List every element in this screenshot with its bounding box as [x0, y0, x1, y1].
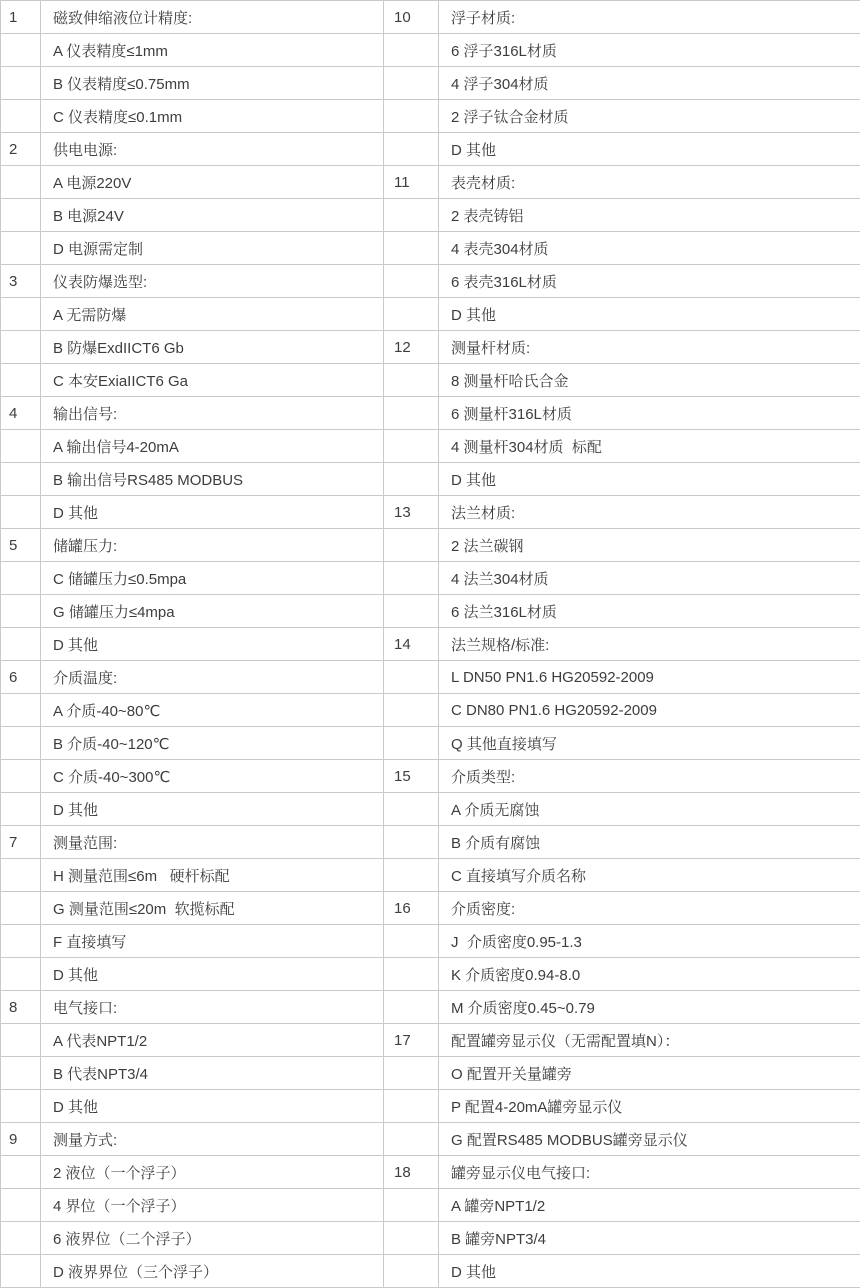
table-row	[1, 1, 860, 34]
left-item-text: B 输出信号RS485 MODBUS	[41, 463, 384, 496]
left-item-number	[1, 34, 41, 67]
left-item-number	[1, 364, 41, 397]
left-item-number	[1, 166, 41, 199]
right-item-number	[384, 364, 439, 397]
left-item-text: A 无需防爆	[41, 298, 384, 331]
table-row	[1, 892, 860, 925]
right-item-number	[384, 1090, 439, 1123]
right-item-number	[384, 100, 439, 133]
left-item-number	[1, 298, 41, 331]
right-item-text: M 介质密度0.45~0.79	[439, 991, 860, 1024]
left-item-text: 6 液界位（二个浮子）	[41, 1222, 384, 1255]
right-item-text: 4 浮子304材质	[439, 67, 860, 100]
table-row	[1, 1123, 860, 1156]
right-item-text: 介质密度:	[439, 892, 860, 925]
right-item-text: 6 表壳316L材质	[439, 265, 860, 298]
left-item-number	[1, 694, 41, 727]
right-item-text: 表壳材质:	[439, 166, 860, 199]
table-row	[1, 1024, 860, 1057]
left-item-number	[1, 562, 41, 595]
left-item-text: B 代表NPT3/4	[41, 1057, 384, 1090]
right-item-number	[384, 1057, 439, 1090]
left-item-text: A 介质-40~80℃	[41, 694, 384, 727]
table-row	[1, 661, 860, 694]
left-item-number	[1, 727, 41, 760]
left-item-text: B 防爆ExdIICT6 Gb	[41, 331, 384, 364]
table-row	[1, 199, 860, 232]
table-row	[1, 562, 860, 595]
left-item-number	[1, 925, 41, 958]
right-item-text: B 介质有腐蚀	[439, 826, 860, 859]
right-item-number	[384, 1255, 439, 1288]
right-item-text: 6 法兰316L材质	[439, 595, 860, 628]
table-row	[1, 298, 860, 331]
table-row	[1, 1222, 860, 1255]
right-item-text: A 罐旁NPT1/2	[439, 1189, 860, 1222]
right-item-number: 11	[384, 166, 439, 199]
table-row	[1, 694, 860, 727]
left-item-number	[1, 760, 41, 793]
table-row	[1, 1090, 860, 1123]
table-row	[1, 760, 860, 793]
right-item-text: L DN50 PN1.6 HG20592-2009	[439, 661, 860, 694]
left-item-text: A 仪表精度≤1mm	[41, 34, 384, 67]
right-item-text: D 其他	[439, 133, 860, 166]
left-item-text: 2 液位（一个浮子）	[41, 1156, 384, 1189]
right-item-text: 法兰材质:	[439, 496, 860, 529]
left-item-text: 输出信号:	[41, 397, 384, 430]
right-item-number	[384, 232, 439, 265]
right-item-text: P 配置4-20mA罐旁显示仪	[439, 1090, 860, 1123]
right-item-number	[384, 958, 439, 991]
right-item-number	[384, 826, 439, 859]
right-item-number: 16	[384, 892, 439, 925]
left-item-text: 电气接口:	[41, 991, 384, 1024]
table-row	[1, 133, 860, 166]
left-item-text: 4 界位（一个浮子）	[41, 1189, 384, 1222]
left-item-number	[1, 430, 41, 463]
right-item-text: 8 测量杆哈氏合金	[439, 364, 860, 397]
left-item-text: 供电电源:	[41, 133, 384, 166]
table-row	[1, 529, 860, 562]
left-item-text: G 储罐压力≤4mpa	[41, 595, 384, 628]
left-item-number: 3	[1, 265, 41, 298]
left-item-number	[1, 331, 41, 364]
right-item-number	[384, 595, 439, 628]
right-item-text: 测量杆材质:	[439, 331, 860, 364]
left-item-text: C 储罐压力≤0.5mpa	[41, 562, 384, 595]
table-row	[1, 1255, 860, 1288]
right-item-text: 4 表壳304材质	[439, 232, 860, 265]
left-item-number: 9	[1, 1123, 41, 1156]
right-item-number	[384, 1189, 439, 1222]
right-item-number	[384, 694, 439, 727]
table-row	[1, 166, 860, 199]
table-row	[1, 265, 860, 298]
table-row	[1, 793, 860, 826]
right-item-text: D 其他	[439, 1255, 860, 1288]
left-item-number	[1, 958, 41, 991]
left-item-text: C 本安ExiaIICT6 Ga	[41, 364, 384, 397]
left-item-number: 5	[1, 529, 41, 562]
table-row	[1, 67, 860, 100]
right-item-text: A 介质无腐蚀	[439, 793, 860, 826]
right-item-number	[384, 859, 439, 892]
left-item-number: 1	[1, 1, 41, 34]
left-item-text: 介质温度:	[41, 661, 384, 694]
right-item-text: 2 浮子钛合金材质	[439, 100, 860, 133]
right-item-text: C DN80 PN1.6 HG20592-2009	[439, 694, 860, 727]
left-item-text: B 仪表精度≤0.75mm	[41, 67, 384, 100]
right-item-number	[384, 298, 439, 331]
left-item-text: 磁致伸缩液位计精度:	[41, 1, 384, 34]
left-item-text: H 测量范围≤6m 硬杆标配	[41, 859, 384, 892]
left-item-text: F 直接填写	[41, 925, 384, 958]
left-item-text: 测量范围:	[41, 826, 384, 859]
left-item-number	[1, 1090, 41, 1123]
right-item-text: 介质类型:	[439, 760, 860, 793]
left-item-number	[1, 793, 41, 826]
right-item-number: 17	[384, 1024, 439, 1057]
right-item-text: 4 测量杆304材质 标配	[439, 430, 860, 463]
right-item-text: Q 其他直接填写	[439, 727, 860, 760]
right-item-text: D 其他	[439, 298, 860, 331]
right-item-text: G 配置RS485 MODBUS罐旁显示仪	[439, 1123, 860, 1156]
left-item-number	[1, 463, 41, 496]
right-item-number	[384, 925, 439, 958]
left-item-text: B 电源24V	[41, 199, 384, 232]
left-item-number	[1, 1189, 41, 1222]
table-row	[1, 463, 860, 496]
right-item-text: 2 法兰碳钢	[439, 529, 860, 562]
left-item-text: C 仪表精度≤0.1mm	[41, 100, 384, 133]
table-row	[1, 100, 860, 133]
right-item-number	[384, 1123, 439, 1156]
left-item-text: G 测量范围≤20m 软揽标配	[41, 892, 384, 925]
right-item-number	[384, 529, 439, 562]
right-item-text: 6 浮子316L材质	[439, 34, 860, 67]
left-item-number	[1, 67, 41, 100]
right-item-text: 法兰规格/标准:	[439, 628, 860, 661]
left-item-text: A 电源220V	[41, 166, 384, 199]
right-item-number: 10	[384, 1, 439, 34]
right-item-number: 18	[384, 1156, 439, 1189]
left-item-number	[1, 496, 41, 529]
selection-table-body	[1, 1, 860, 1288]
left-item-number	[1, 1024, 41, 1057]
left-item-text: B 介质-40~120℃	[41, 727, 384, 760]
right-item-number: 13	[384, 496, 439, 529]
right-item-number: 12	[384, 331, 439, 364]
left-item-number	[1, 100, 41, 133]
left-item-text: A 输出信号4-20mA	[41, 430, 384, 463]
left-item-number	[1, 892, 41, 925]
right-item-number	[384, 793, 439, 826]
left-item-number: 6	[1, 661, 41, 694]
right-item-number	[384, 265, 439, 298]
table-row	[1, 496, 860, 529]
table-row	[1, 727, 860, 760]
left-item-text: D 其他	[41, 628, 384, 661]
right-item-text: 4 法兰304材质	[439, 562, 860, 595]
right-item-number: 14	[384, 628, 439, 661]
left-item-number: 7	[1, 826, 41, 859]
left-item-number	[1, 1156, 41, 1189]
right-item-number	[384, 562, 439, 595]
table-row	[1, 430, 860, 463]
left-item-number: 4	[1, 397, 41, 430]
left-item-text: D 其他	[41, 496, 384, 529]
right-item-number	[384, 991, 439, 1024]
table-row	[1, 1057, 860, 1090]
table-row	[1, 826, 860, 859]
table-row	[1, 232, 860, 265]
left-item-text: D 其他	[41, 1090, 384, 1123]
right-item-number	[384, 199, 439, 232]
left-item-number	[1, 232, 41, 265]
right-item-text: 浮子材质:	[439, 1, 860, 34]
right-item-text: C 直接填写介质名称	[439, 859, 860, 892]
right-item-number	[384, 463, 439, 496]
left-item-number: 8	[1, 991, 41, 1024]
left-item-text: D 其他	[41, 793, 384, 826]
table-row	[1, 331, 860, 364]
left-item-number	[1, 595, 41, 628]
right-item-number	[384, 430, 439, 463]
left-item-text: C 介质-40~300℃	[41, 760, 384, 793]
right-item-number	[384, 1222, 439, 1255]
right-item-text: J 介质密度0.95-1.3	[439, 925, 860, 958]
right-item-number	[384, 727, 439, 760]
table-row	[1, 991, 860, 1024]
right-item-text: 6 测量杆316L材质	[439, 397, 860, 430]
left-item-text: 测量方式:	[41, 1123, 384, 1156]
left-item-text: 仪表防爆选型:	[41, 265, 384, 298]
table-row	[1, 34, 860, 67]
table-row	[1, 958, 860, 991]
left-item-text: A 代表NPT1/2	[41, 1024, 384, 1057]
left-item-number	[1, 199, 41, 232]
right-item-number	[384, 133, 439, 166]
right-item-text: 2 表壳铸铝	[439, 199, 860, 232]
left-item-number	[1, 1222, 41, 1255]
right-item-text: B 罐旁NPT3/4	[439, 1222, 860, 1255]
table-row	[1, 859, 860, 892]
right-item-text: O 配置开关量罐旁	[439, 1057, 860, 1090]
left-item-number: 2	[1, 133, 41, 166]
right-item-number	[384, 34, 439, 67]
right-item-number	[384, 67, 439, 100]
left-item-number	[1, 628, 41, 661]
table-row	[1, 1156, 860, 1189]
table-row	[1, 595, 860, 628]
left-item-number	[1, 859, 41, 892]
table-row	[1, 364, 860, 397]
right-item-number: 15	[384, 760, 439, 793]
left-item-number	[1, 1057, 41, 1090]
left-item-text: D 液界界位（三个浮子）	[41, 1255, 384, 1288]
right-item-text: 罐旁显示仪电气接口:	[439, 1156, 860, 1189]
right-item-number	[384, 661, 439, 694]
left-item-text: D 电源需定制	[41, 232, 384, 265]
table-row	[1, 397, 860, 430]
left-item-text: 储罐压力:	[41, 529, 384, 562]
left-item-text: D 其他	[41, 958, 384, 991]
table-row	[1, 925, 860, 958]
right-item-text: K 介质密度0.94-8.0	[439, 958, 860, 991]
table-row	[1, 628, 860, 661]
right-item-number	[384, 397, 439, 430]
table-row	[1, 1189, 860, 1222]
left-item-number	[1, 1255, 41, 1288]
right-item-text: D 其他	[439, 463, 860, 496]
right-item-text: 配置罐旁显示仪（无需配置填N）：	[439, 1024, 860, 1057]
